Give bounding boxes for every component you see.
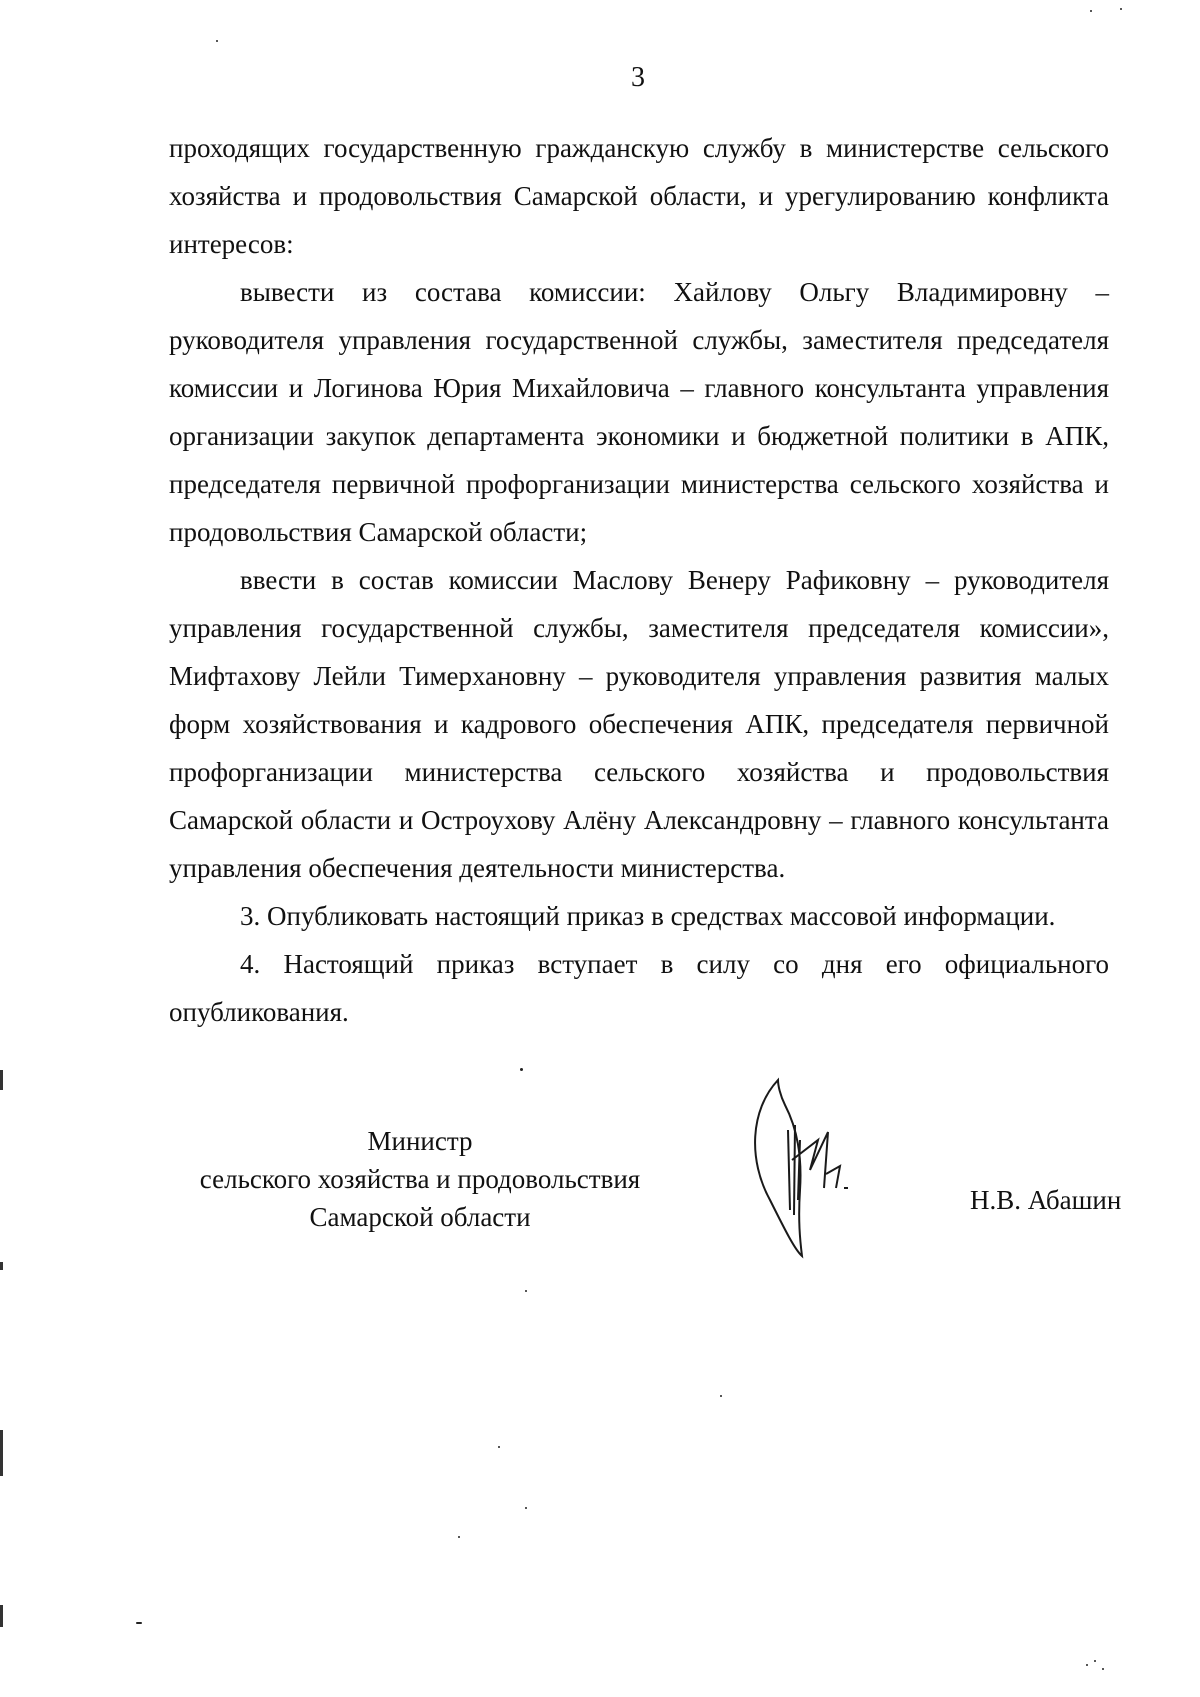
signatory-title xyxy=(170,1122,670,1236)
signatory-title-line-3: Самарской области xyxy=(309,1202,531,1232)
scan-speck xyxy=(1086,1664,1088,1666)
signatory-title-line-1: Министр xyxy=(367,1126,473,1156)
paragraph-remove-members: вывести из состава комиссии: Хайлову Ольгу Владимировну – руководителя управления государственной службы, заместителя председателя комиссии и Логинова Юрия Михайловича – главного консультанта управления организации закупок департамента экономики и бюджетной политики в АПК, председателя первичной профорганизации министерства сельского хозяйства и продовольствия Самарской области; xyxy=(169,277,1109,547)
scan-speck xyxy=(720,1395,722,1397)
scan-edge-mark xyxy=(0,1430,3,1476)
signatory-name: Н.В. Абашин xyxy=(970,1185,1122,1215)
paragraph-item-4: 4. Настоящий приказ вступает в силу со дня его официального опубликования. xyxy=(169,949,1109,1027)
scan-speck xyxy=(520,1068,523,1071)
paragraph-item-3: 3. Опубликовать настоящий приказ в средствах массовой информации. xyxy=(240,901,1056,931)
scan-speck xyxy=(1090,10,1092,12)
document-body xyxy=(169,124,1109,1036)
scan-speck xyxy=(1094,1660,1096,1662)
handwritten-signature xyxy=(740,1070,860,1260)
paragraph-continuation: проходящих государственную гражданскую службу в министерстве сельского хозяйства и продовольствия Самарской области, и урегулированию конфликта интересов: xyxy=(169,133,1109,259)
scan-speck xyxy=(458,1536,460,1538)
scan-edge-mark xyxy=(0,1262,3,1270)
page-number: 3 xyxy=(631,62,645,93)
scan-speck xyxy=(498,1446,500,1448)
scan-speck xyxy=(216,40,218,42)
scan-edge-mark xyxy=(0,1070,3,1090)
paragraph-add-members: ввести в состав комиссии Маслову Венеру Рафиковну – руководителя управления государственной службы, заместителя председателя комиссии», Мифтахову Лейли Тимерхановну – руководителя управления развития малых форм хозяйствования и кадрового обеспечения АПК, председателя первичной профорганизации министерства сельского хозяйства и продовольствия Самарской области и Остроухову Алёну Александровну – главного консультанта управления обеспечения деятельности министерства. xyxy=(169,565,1109,883)
scan-speck xyxy=(1120,8,1122,10)
scan-speck xyxy=(525,1290,527,1292)
scan-speck xyxy=(525,1507,527,1509)
scan-speck xyxy=(1102,1668,1104,1670)
signatory-title-line-2: сельского хозяйства и продовольствия xyxy=(199,1164,641,1194)
scan-speck xyxy=(136,1622,142,1624)
scan-edge-mark xyxy=(0,1605,3,1627)
